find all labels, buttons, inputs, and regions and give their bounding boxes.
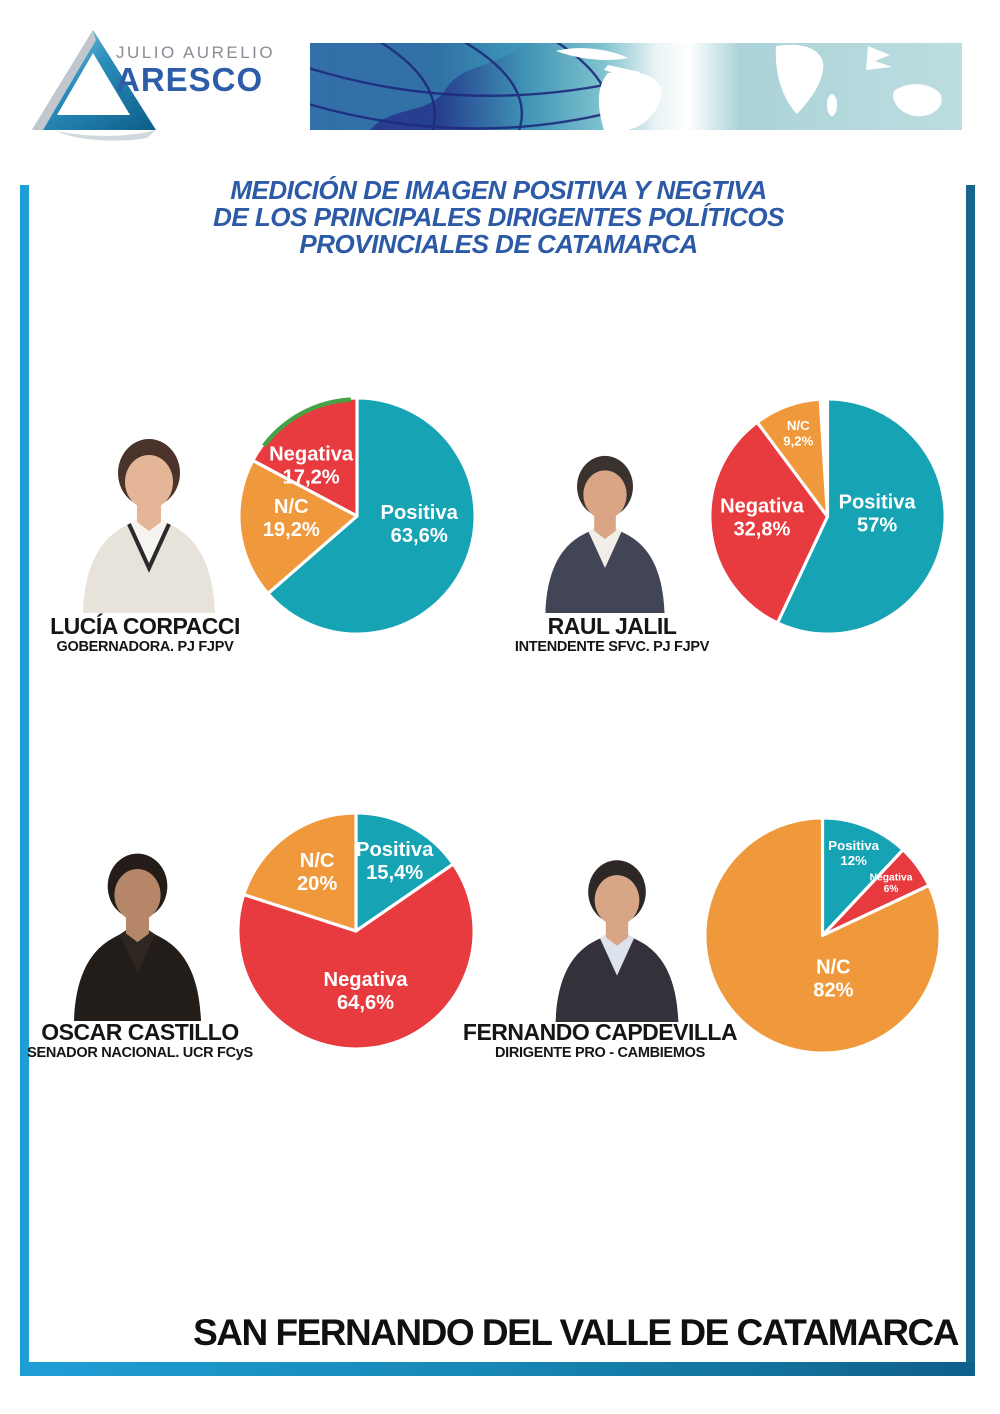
pie-chart-corpacci — [234, 393, 480, 639]
person-face — [595, 875, 640, 925]
person-name: FERNANDO CAPDEVILLA — [462, 1019, 738, 1045]
logo-name-line1: JULIO AURELIO — [116, 43, 276, 62]
person-face — [583, 470, 626, 519]
pie-slice-label: N/C 9,2% — [783, 418, 814, 449]
pie-chart-jalil — [705, 394, 950, 639]
pie-slice-label: Positiva 63,6% — [380, 502, 458, 548]
pie-slice-label: Positiva 15,4% — [356, 839, 434, 885]
person-role: INTENDENTE SFVC. PJ FJPV — [514, 639, 710, 655]
title-line-2: DE LOS PRINCIPALES DIRIGENTES POLÍTICOS — [213, 202, 784, 232]
page-title — [30, 177, 967, 258]
photo-fernando-capdevilla — [527, 850, 707, 1022]
pie-slice-label: Negativa 32,8% — [720, 495, 804, 541]
frame-left-border — [20, 185, 29, 1362]
photo-oscar-castillo — [55, 843, 220, 1021]
logo-shadow — [56, 130, 156, 141]
pie-slice-label: Negativa 17,2% — [269, 443, 354, 489]
pie-chart-capdevilla — [700, 813, 945, 1058]
person-face — [125, 455, 173, 509]
person-role: SENADOR NACIONAL. UCR FCyS — [27, 1045, 253, 1061]
title-line-3: PROVINCIALES DE CATAMARCA — [299, 229, 698, 259]
aresco-logo — [116, 44, 275, 96]
frame-right-border — [966, 185, 975, 1362]
title-line-1: MEDICIÓN DE IMAGEN POSITIVA Y NEGTIVA — [230, 175, 767, 205]
pie-slice-label: N/C 82% — [813, 956, 854, 1002]
pie-slice-label: Positiva 57% — [838, 491, 916, 537]
photo-lucia-corpacci — [68, 428, 230, 613]
frame-bottom-border — [20, 1362, 975, 1376]
pie-slice-label: Negativa 6% — [869, 872, 913, 896]
pie-slice-label: N/C 19,2% — [262, 495, 320, 541]
logo-name-line2: ARESCO — [116, 61, 264, 98]
banner-madagascar — [827, 94, 837, 116]
person-name: RAUL JALIL — [547, 613, 677, 639]
photo-raul-jalil — [515, 446, 695, 613]
person-role: GOBERNADORA. PJ FJPV — [56, 639, 234, 655]
pie-slice-label: Positiva 12% — [828, 837, 880, 868]
pie-slice-label: N/C 20% — [296, 850, 338, 895]
person-name: OSCAR CASTILLO — [41, 1019, 239, 1045]
footer-city-title: SAN FERNANDO DEL VALLE DE CATAMARCA — [193, 1312, 958, 1353]
person-name: LUCÍA CORPACCI — [50, 613, 240, 639]
person-face — [114, 869, 160, 921]
world-map-banner — [310, 43, 962, 130]
person-role: DIRIGENTE PRO - CAMBIEMOS — [494, 1045, 705, 1061]
pie-slice-label: Negativa 64,6% — [323, 968, 408, 1014]
pie-chart-castillo — [233, 808, 479, 1054]
